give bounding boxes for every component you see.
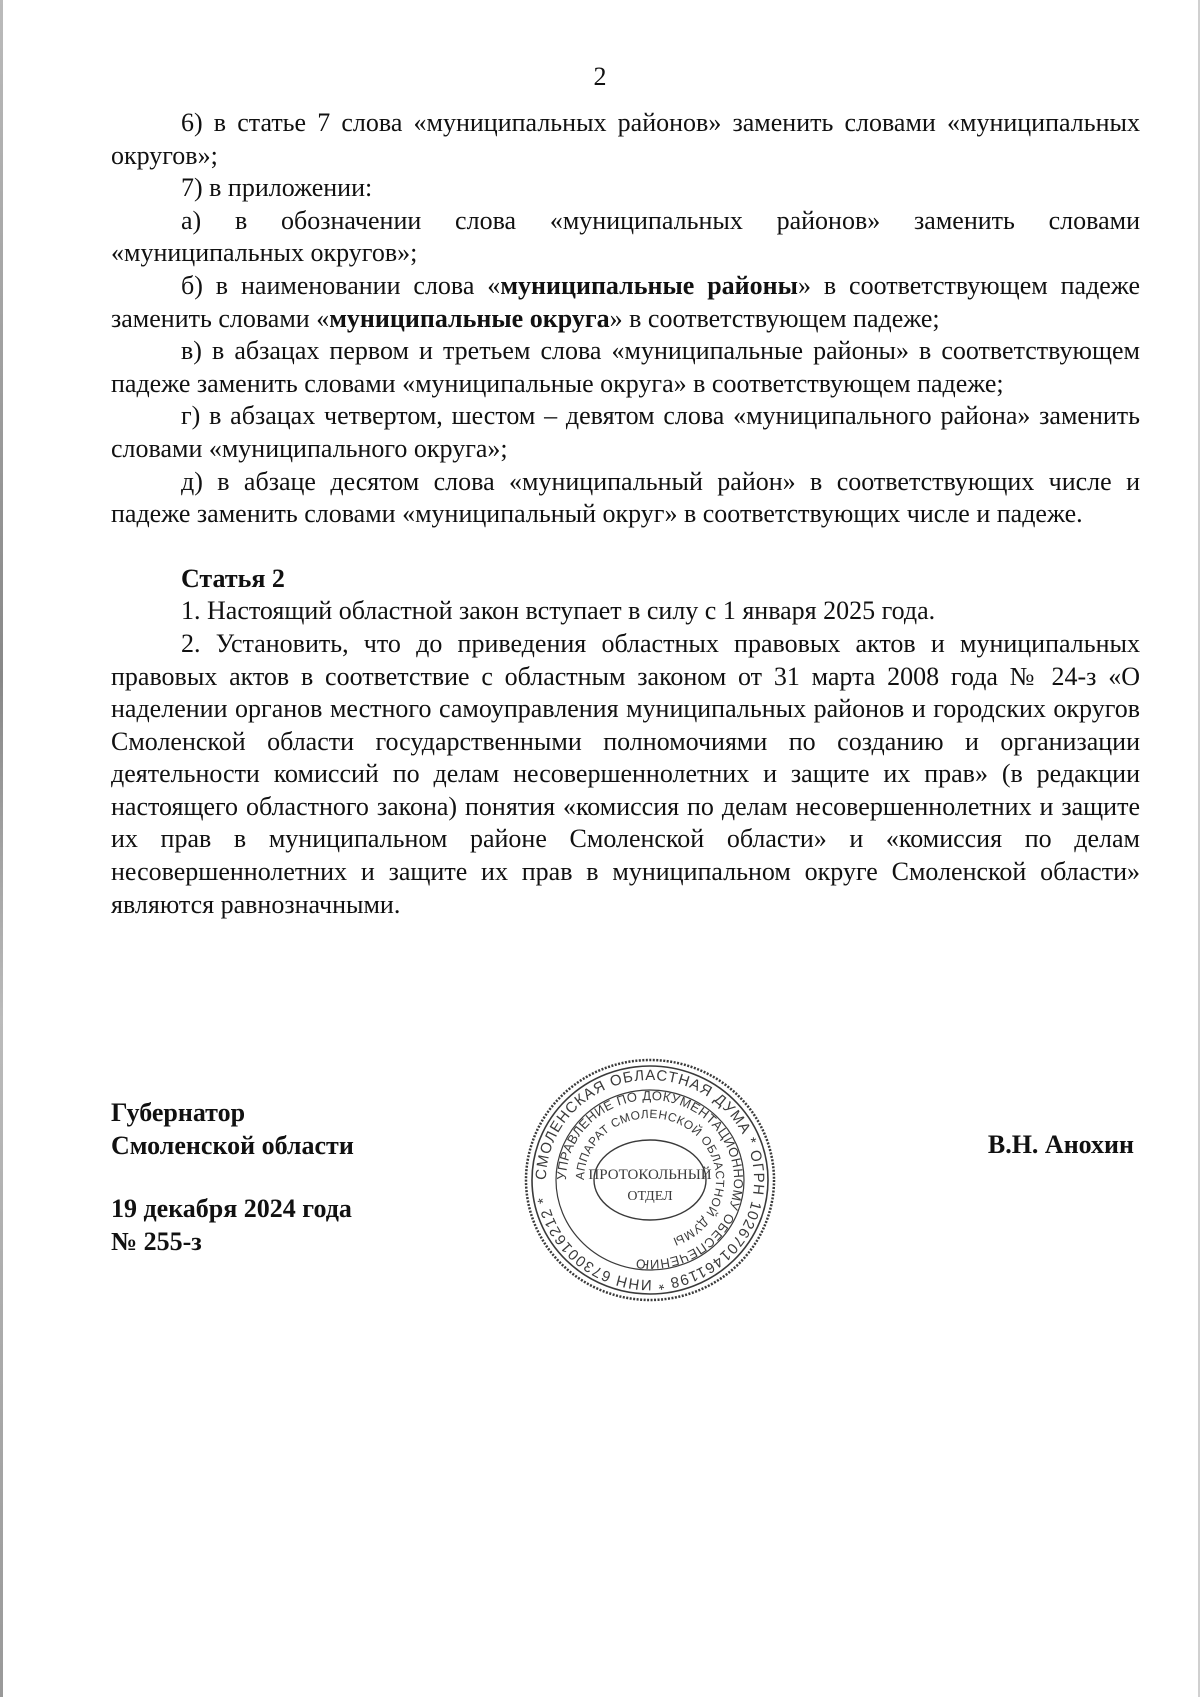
- document-body: [111, 107, 1140, 921]
- stamp-center-line-2: ОТДЕЛ: [627, 1189, 673, 1204]
- text-run: » в соответствующем падеже заменить словами «: [111, 270, 1140, 333]
- stamp-center-line-1: ПРОТОКОЛЬНЫЙ: [588, 1167, 712, 1183]
- text-run: д) в абзаце десятом слова «муниципальный район» в соответствующих числе и падеже заменить словами «муниципальный округ» в соответствующих числе и падеже.: [111, 466, 1140, 529]
- law-date: 19 декабря 2024 года: [111, 1194, 352, 1223]
- bold-term: муниципальные округа: [329, 303, 610, 333]
- position-line-1: Губернатор: [111, 1098, 246, 1127]
- bold-term: муниципальные районы: [500, 270, 798, 300]
- amendment-paragraph: [111, 400, 1140, 465]
- article-title: Статья 2: [181, 563, 285, 593]
- signature-date-block: [111, 1193, 352, 1258]
- scan-left-edge: [0, 0, 3, 1697]
- signatory-name: В.Н. Анохин: [987, 1130, 1134, 1159]
- amendment-paragraph: [111, 335, 1140, 400]
- text-run: » в соответствующем падеже;: [609, 303, 940, 333]
- amendment-paragraph: [111, 205, 1140, 270]
- text-run: г) в абзацах четвертом, шестом – девятом слова «муниципального района» заменить словами «муниципального округа»;: [111, 401, 1140, 463]
- text-run: б) в наименовании слова «: [181, 270, 501, 300]
- amendment-paragraphs: [111, 107, 1140, 531]
- signature-position: [111, 1097, 354, 1162]
- text-run: а) в обозначении слова «муниципальных районов» заменить словами «муниципальных округов»;: [111, 205, 1140, 268]
- page-number: 2: [593, 62, 607, 91]
- official-stamp: [520, 1055, 780, 1305]
- stamp-middle-text: УПРАВЛЕНИЕ ПО ДОКУМЕНТАЦИОННОМУ ОБЕСПЕЧЕНИЮ: [553, 1087, 747, 1273]
- text-run: 6) в статье 7 слова «муниципальных районов» заменить словами «муниципальных округов»;: [111, 108, 1140, 170]
- stamp-seal-icon: [520, 1055, 780, 1305]
- law-number: № 255-з: [111, 1226, 202, 1256]
- stamp-inner-text: АППАРАТ СМОЛЕНСКОЙ ОБЛАСТНОЙ ДУМЫ: [572, 1106, 728, 1249]
- amendment-paragraph: [111, 107, 1140, 172]
- amendment-paragraph: [111, 172, 1140, 205]
- article-item-2: 2. Установить, что до приведения областных правовых актов и муниципальных правовых актов в соответствие с областным законом от 31 марта 2008 года № 24-з «О наделении органов местного самоуправления муниципальных районов и городских округов Смоленской области государственными полномочиями по созданию и организации деятельности комиссий по делам несовершеннолетних и защите их прав» (в редакции настоящего областного закона) понятия «комиссия по делам несовершеннолетних и защите их прав в муниципальном районе Смоленской области» и «комиссия по делам несовершеннолетних и защите их прав в муниципальном округе Смоленской области» являются равнозначными.: [111, 628, 1140, 919]
- position-line-2: Смоленской области: [111, 1130, 354, 1160]
- text-run: 7) в приложении:: [181, 173, 373, 203]
- amendment-paragraph: [111, 466, 1140, 531]
- text-run: в) в абзацах первом и третьем слова «муниципальные районы» в соответствующем падеже заменить словами «муниципальные округа» в соответствующем падеже;: [111, 336, 1140, 398]
- amendment-paragraph: [111, 270, 1140, 335]
- article-item-1: 1. Настоящий областной закон вступает в силу с 1 января 2025 года.: [181, 596, 936, 626]
- stamp-outer-text: СМОЛЕНСКАЯ ОБЛАСТНАЯ ДУМА * ОГРН 1026701461198 * ИНН 6730016212 *: [532, 1066, 768, 1294]
